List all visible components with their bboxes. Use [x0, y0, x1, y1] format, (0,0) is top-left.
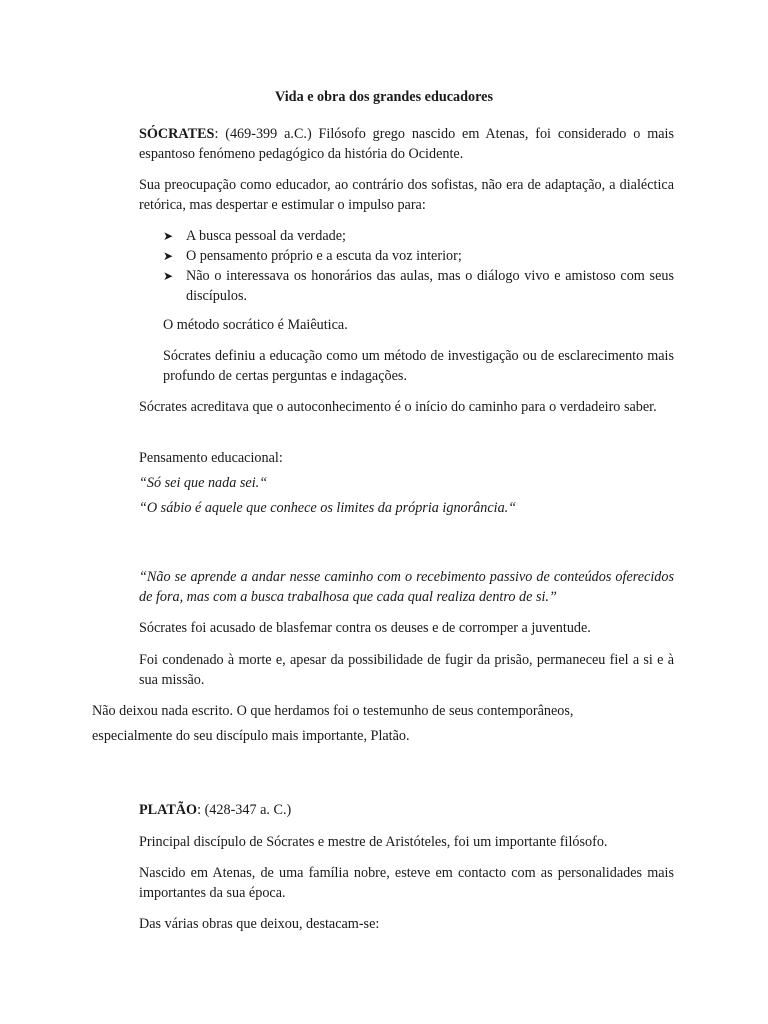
- quote-learning-path: “Não se aprende a andar nesse caminho com o recebimento passivo de conteúdos oferecidos de fora, mas com a busca trabalhosa que cada qual realiza dentro de si.”: [139, 569, 674, 605]
- platao-intro-paragraph: [139, 800, 674, 820]
- socrates-intro-text: : (469-399 a.C.) Filósofo grego nascido em Atenas, foi considerado o mais espantoso fenómeno pedagógico da história do Ocidente.: [139, 126, 674, 162]
- arrow-bullet-icon: ➤: [163, 249, 174, 263]
- socrates-condemned-paragraph: Foi condenado à morte e, apesar da possibilidade de fugir da prisão, permaneceu fiel a si e à sua missão.: [139, 652, 674, 688]
- socrates-concern-paragraph: Sua preocupação como educador, ao contrário dos sofistas, não era de adaptação, a dialéctica retórica, mas despertar e estimular o impulso para:: [139, 177, 674, 213]
- socrates-intro-paragraph: [139, 124, 674, 164]
- platao-intro-text: : (428-347 a. C.): [197, 802, 292, 818]
- educational-thought-label: Pensamento educacional:: [139, 450, 283, 466]
- platao-disciple-paragraph: Principal discípulo de Sócrates e mestre de Aristóteles, foi um importante filósofo.: [139, 834, 608, 850]
- document-title: Vida e obra dos grandes educadores: [275, 89, 493, 105]
- list-item: ➤ O pensamento próprio e a escuta da voz interior;: [163, 248, 462, 264]
- socrates-belief-paragraph: Sócrates acreditava que o autoconhecimento é o início do caminho para o verdadeiro saber.: [139, 399, 657, 415]
- platao-heading: PLATÃO: [139, 802, 198, 818]
- quote-wise-man: “O sábio é aquele que conhece os limites da própria ignorância.“: [139, 500, 517, 516]
- list-item: ➤ A busca pessoal da verdade;: [163, 228, 346, 244]
- socrates-accused-paragraph: Sócrates foi acusado de blasfemar contra os deuses e de corromper a juventude.: [139, 620, 591, 636]
- socrates-legacy-line-1: Não deixou nada escrito. O que herdamos foi o testemunho de seus contemporâneos,: [92, 703, 574, 719]
- socrates-heading: SÓCRATES: [139, 126, 215, 142]
- list-item: ➤ Não o interessava os honorários das aulas, mas o diálogo vivo e amistoso com seus discípulos.: [163, 268, 674, 304]
- platao-born-paragraph: Nascido em Atenas, de uma família nobre, esteve em contacto com as personalidades mais importantes da sua época.: [139, 865, 674, 901]
- socrates-definition-paragraph: Sócrates definiu a educação como um método de investigação ou de esclarecimento mais profundo de certas perguntas e indagações.: [163, 348, 674, 384]
- quote-only-know: “Só sei que nada sei.“: [139, 475, 268, 491]
- socrates-legacy-line-2: especialmente do seu discípulo mais importante, Platão.: [92, 728, 410, 744]
- socrates-bullet-list: [163, 226, 674, 306]
- arrow-bullet-icon: ➤: [163, 229, 174, 243]
- platao-works-paragraph: Das várias obras que deixou, destacam-se:: [139, 916, 380, 932]
- arrow-bullet-icon: ➤: [163, 269, 174, 283]
- socratic-method-line: O método socrático é Maiêutica.: [163, 317, 348, 333]
